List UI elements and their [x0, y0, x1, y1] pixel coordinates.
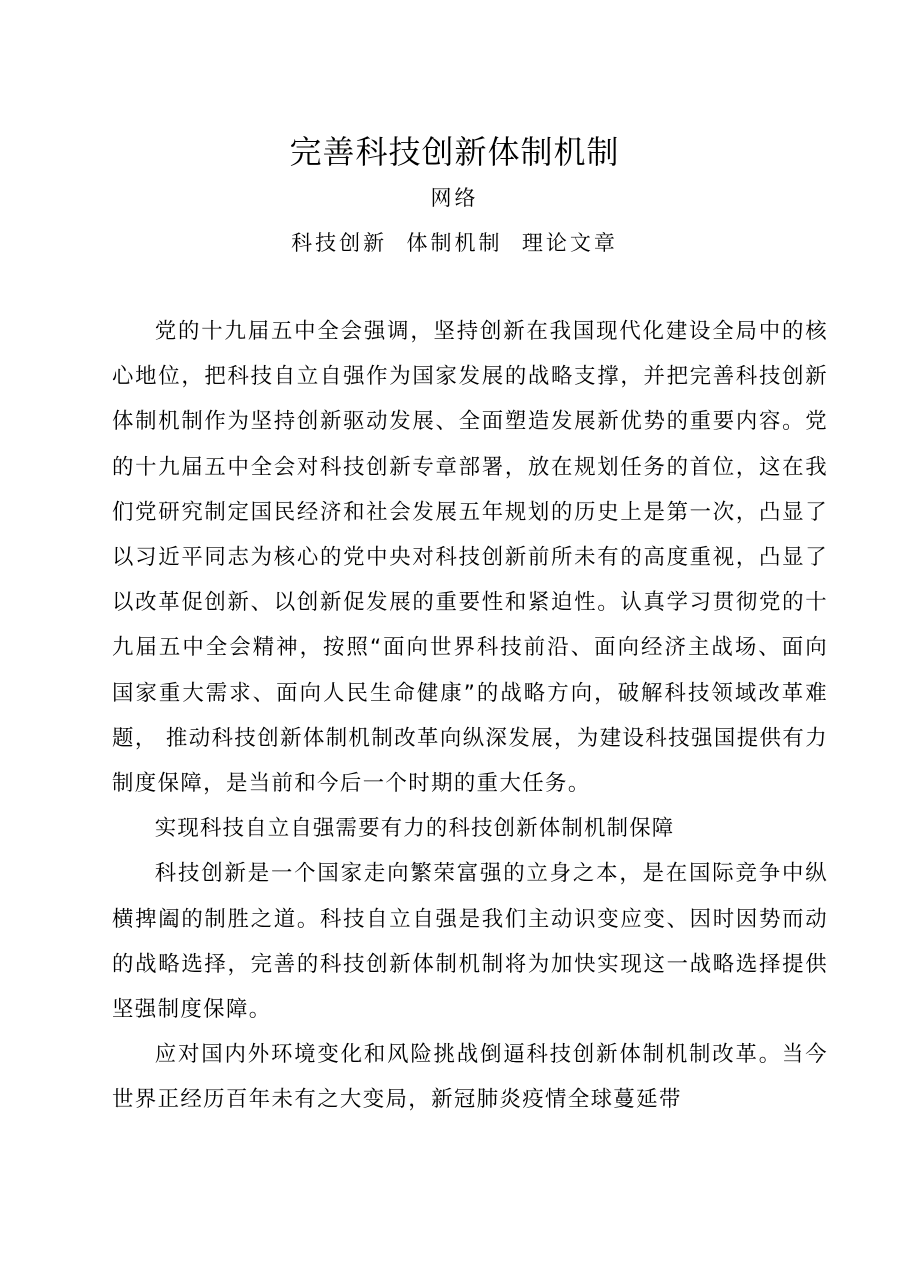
document-keywords: 科技创新 体制机制 理论文章 [291, 231, 618, 255]
document-source: 网络 [430, 186, 479, 210]
section-heading: 实现科技自立自强需要有力的科技创新体制机制保障 [154, 816, 675, 842]
document-body [112, 309, 828, 1123]
body-paragraph-1: 党的十九届五中全会强调，坚持创新在我国现代化建设全局中的核心地位，把科技自立自强作为国家发展的战略支撑，并把完善科技创新体制机制作为坚持创新驱动发展、全面塑造发展新优势的重要内容。党的十九届五中全会对科技创新专章部署，放在规划任务的首位，这在我们党研究制定国民经济和社会发展五年规划的历史上是第一次，凸显了以习近平同志为核心的党中央对科技创新前所未有的高度重视，凸显了以改革促创新、以创新促发展的重要性和紧迫性。认真学习贯彻党的十九届五中全会精神，按照“面向世界科技前沿、面向经济主战场、面向国家重大需求、面向人民生命健康”的战略方向，破解科技领域改革难题， 推动科技创新体制机制改革向纵深发展，为建设科技强国提供有力制度保障，是当前和今后一个时期的重大任务。 [112, 319, 828, 797]
body-paragraph-2: 科技创新是一个国家走向繁荣富强的立身之本，是在国际竞争中纵横捭阖的制胜之道。科技自立自强是我们主动识变应变、因时因势而动的战略选择，完善的科技创新体制机制将为加快实现这一战略选择提供坚强制度保障。 [112, 861, 828, 1023]
body-paragraph-3: 应对国内外环境变化和风险挑战倒逼科技创新体制机制改革。当今世界正经历百年未有之大变局，新冠肺炎疫情全球蔓延带 [112, 1042, 828, 1113]
document-title: 完善科技创新体制机制 [289, 133, 620, 171]
